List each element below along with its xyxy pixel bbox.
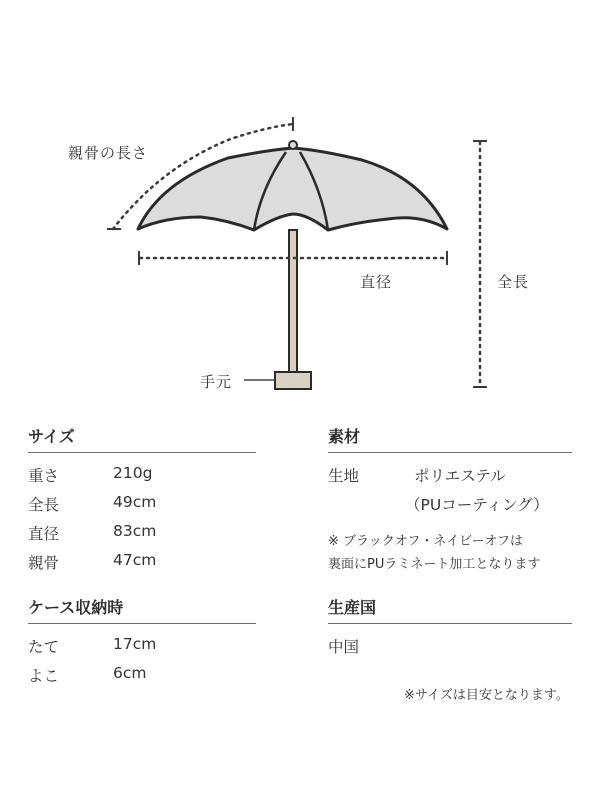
case-section-divider — [28, 623, 256, 624]
material-section-title: 素材 — [328, 427, 361, 446]
material-note-line1: ※ ブラックオフ・ネイビーオフは — [328, 534, 523, 549]
size-row-label: 直径 — [28, 525, 60, 543]
umbrella-shaft — [289, 230, 297, 372]
umbrella-tip — [289, 141, 297, 149]
material-note-line2: 裏面にPUラミネート加工となります — [328, 557, 541, 572]
rib-length-label: 親骨の長さ — [68, 144, 149, 162]
case-row-value: 17cm — [113, 635, 157, 653]
size-row-value: 83cm — [113, 522, 157, 540]
size-row-label: 重さ — [28, 467, 60, 485]
umbrella-handle — [275, 372, 311, 389]
size-section-divider — [28, 452, 256, 453]
size-disclaimer-footnote: ※サイズは目安となります。 — [404, 688, 569, 703]
size-row-value: 49cm — [113, 493, 157, 511]
material-fabric-label: 生地 — [328, 467, 360, 485]
origin-section-divider — [328, 623, 572, 624]
size-row-label: 親骨 — [28, 554, 60, 572]
case-row-label: よこ — [28, 667, 60, 685]
size-row-value: 210g — [113, 464, 153, 482]
total-length-label: 全長 — [497, 273, 530, 291]
material-section-divider — [328, 452, 572, 453]
origin-value: 中国 — [328, 638, 360, 656]
case-row-label: たて — [28, 638, 60, 656]
umbrella-canopy — [138, 148, 447, 230]
case-row-value: 6cm — [113, 664, 147, 682]
size-row-value: 47cm — [113, 551, 157, 569]
origin-section-title: 生産国 — [328, 598, 377, 617]
diameter-label: 直径 — [360, 273, 393, 291]
material-coating-value: （PUコーティング） — [405, 496, 549, 514]
handle-label: 手元 — [200, 373, 233, 391]
case-section-title: ケース収納時 — [28, 598, 124, 617]
size-section-title: サイズ — [28, 427, 75, 446]
material-fabric-value: ポリエステル — [414, 467, 506, 485]
size-row-label: 全長 — [28, 496, 60, 514]
